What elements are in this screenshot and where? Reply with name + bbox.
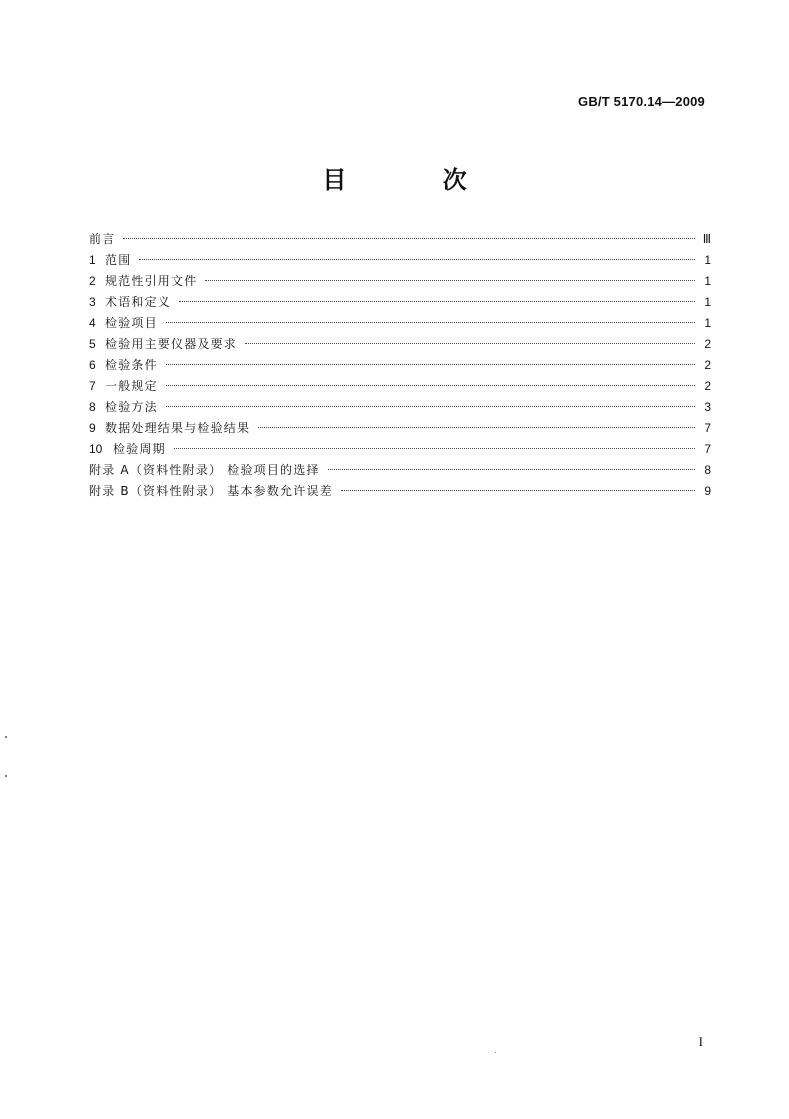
toc-entry-text: 前言 [89,232,116,246]
toc-entry-page: 2 [704,337,711,351]
toc-entry-4[interactable] [89,313,711,334]
dot-leader [166,364,695,365]
toc-entry-number: 1 [89,253,96,267]
toc-entry-page: 3 [704,400,711,414]
toc-entry-3[interactable] [89,292,711,313]
toc-entry-text: 检验用主要仪器及要求 [105,337,238,351]
toc-entry-text: 检验周期 [113,442,166,456]
toc-entry-page: 1 [704,274,711,288]
dot-leader [174,448,695,449]
toc-entry-text: 一般规定 [105,379,158,393]
scan-speck [495,1052,496,1053]
dot-leader [166,406,695,407]
toc-entry-text: 检验项目 [105,316,158,330]
page-title: 目 次 [322,166,511,194]
toc-entry-appendix-a[interactable] [89,460,711,481]
dot-leader [166,385,695,386]
dot-leader [166,322,695,323]
table-of-contents [89,229,711,502]
toc-entry-text: 术语和定义 [105,295,172,309]
toc-entry-page: 1 [704,295,711,309]
dot-leader [139,259,695,260]
toc-entry-10[interactable] [89,439,711,460]
toc-entry-page: 2 [704,379,711,393]
toc-entry-number: 2 [89,274,96,288]
toc-entry-text: 数据处理结果与检验结果 [105,421,251,435]
toc-entry-text: 附录 A（资料性附录） 检验项目的选择 [89,463,320,477]
toc-entry-text: 附录 B（资料性附录） 基本参数允许误差 [89,484,333,498]
toc-entry-page: 7 [704,421,711,435]
toc-entry-text: 检验方法 [105,400,158,414]
toc-entry-page: 9 [704,484,711,498]
dot-leader [205,280,695,281]
scan-speck [5,736,7,738]
toc-entry-number: 4 [89,316,96,330]
toc-entry-foreword[interactable] [89,229,711,250]
toc-entry-number: 6 [89,358,96,372]
toc-entry-number: 5 [89,337,96,351]
toc-entry-text: 规范性引用文件 [105,274,198,288]
toc-entry-appendix-b[interactable] [89,481,711,502]
toc-entry-page: 2 [704,358,711,372]
toc-entry-7[interactable] [89,376,711,397]
toc-entry-page: 1 [704,253,711,267]
page-number: I [698,1034,703,1049]
toc-entry-text: 检验条件 [105,358,158,372]
dot-leader [179,301,695,302]
toc-entry-text: 范围 [105,253,132,267]
dot-leader [123,238,695,239]
dot-leader [328,469,695,470]
scan-speck [5,775,7,777]
toc-entry-8[interactable] [89,397,711,418]
toc-entry-number: 10 [89,442,103,456]
toc-entry-page: 1 [704,316,711,330]
toc-entry-2[interactable] [89,271,711,292]
toc-entry-page: 7 [704,442,711,456]
toc-entry-5[interactable] [89,334,711,355]
toc-entry-number: 8 [89,400,96,414]
toc-entry-1[interactable] [89,250,711,271]
dot-leader [341,490,695,491]
dot-leader [245,343,695,344]
toc-entry-page: 8 [704,463,711,477]
toc-entry-number: 7 [89,379,96,393]
toc-entry-9[interactable] [89,418,711,439]
toc-entry-page: Ⅲ [702,232,711,246]
standard-code: GB/T 5170.14—2009 [578,94,705,109]
toc-entry-6[interactable] [89,355,711,376]
toc-entry-number: 3 [89,295,96,309]
dot-leader [258,427,695,428]
toc-entry-number: 9 [89,421,96,435]
